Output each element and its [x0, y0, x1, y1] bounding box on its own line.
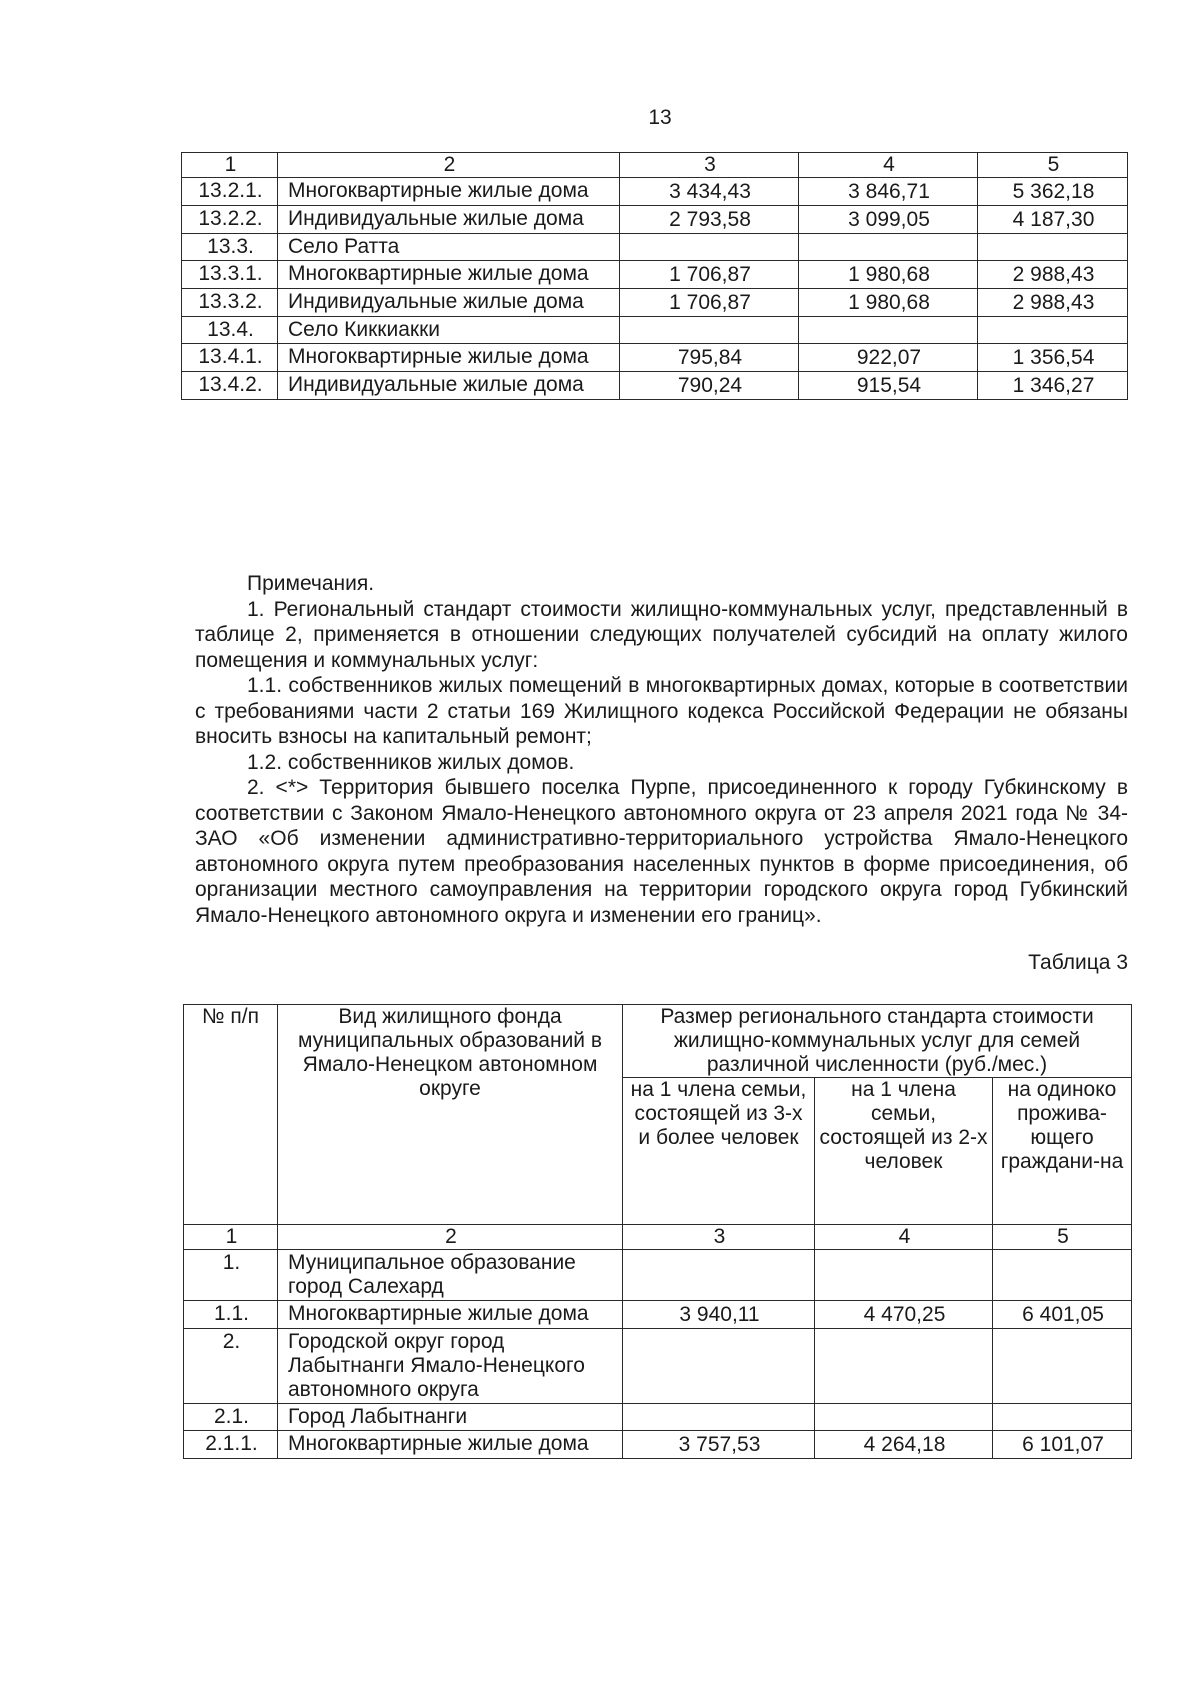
value-3plus: 3 757,53 [623, 1431, 815, 1459]
column-number: 5 [993, 1225, 1132, 1250]
value-2person: 3 846,71 [799, 178, 978, 206]
value-2person [815, 1250, 993, 1301]
value-2person [815, 1404, 993, 1431]
municipality-name: Городской округ город Лабытнанги Ямало-Ненецкого автономного округа [278, 1329, 623, 1404]
value-2person: 1 980,68 [799, 261, 978, 289]
value-single: 6 401,05 [993, 1301, 1132, 1329]
value-2person: 3 099,05 [799, 206, 978, 234]
value-3plus: 3 434,43 [620, 178, 799, 206]
value-3plus: 1 706,87 [620, 261, 799, 289]
row-number: 13.2.2. [182, 206, 278, 234]
value-2person [799, 234, 978, 261]
row-number: 1. [184, 1250, 278, 1301]
housing-type: Многоквартирные жилые дома [278, 1301, 623, 1329]
table-row [184, 1301, 1132, 1329]
note-1: 1. Региональный стандарт стоимости жилищно-коммунальных услуг, представленный в таблице 2, применяется в отношении следующих получателей субсидий на оплату жилого помещения и коммунальных услуг: [195, 597, 1128, 672]
row-number: 2.1. [184, 1404, 278, 1431]
header-2person: на 1 члена семьи, состоящей из 2-х человек [815, 1078, 993, 1225]
settlement-name: Село Ратта [278, 234, 620, 261]
header-single: на одиноко прожива-ющего граждани-на [993, 1078, 1132, 1225]
value-3plus: 3 940,11 [623, 1301, 815, 1329]
table-row [184, 1431, 1132, 1459]
housing-type: Индивидуальные жилые дома [278, 289, 620, 317]
value-single [993, 1404, 1132, 1431]
row-number: 1.1. [184, 1301, 278, 1329]
value-3plus [620, 234, 799, 261]
value-single: 6 101,07 [993, 1431, 1132, 1459]
row-number: 13.4.2. [182, 372, 278, 400]
row-number: 13.3.1. [182, 261, 278, 289]
housing-type: Многоквартирные жилые дома [278, 178, 620, 206]
row-number: 13.2.1. [182, 178, 278, 206]
row-number: 2.1.1. [184, 1431, 278, 1459]
value-2person [815, 1329, 993, 1404]
header-housing-type: Вид жилищного фонда муниципальных образований в Ямало-Ненецком автономном округе [278, 1005, 623, 1225]
table-row [182, 234, 1128, 261]
value-2person: 915,54 [799, 372, 978, 400]
column-number: 5 [978, 153, 1128, 178]
column-number: 1 [184, 1225, 278, 1250]
value-3plus: 790,24 [620, 372, 799, 400]
row-number: 13.3. [182, 234, 278, 261]
row-number: 13.4.1. [182, 344, 278, 372]
table-3-label: Таблица 3 [1028, 951, 1128, 974]
value-single: 2 988,43 [978, 289, 1128, 317]
table-row [182, 261, 1128, 289]
column-number: 4 [815, 1225, 993, 1250]
column-number: 2 [278, 153, 620, 178]
housing-type: Многоквартирные жилые дома [278, 344, 620, 372]
value-single [993, 1329, 1132, 1404]
value-2person: 922,07 [799, 344, 978, 372]
value-single: 1 356,54 [978, 344, 1128, 372]
page-number: 13 [648, 106, 672, 129]
notes-title: Примечания. [247, 572, 375, 595]
value-2person [799, 317, 978, 344]
column-number-row [184, 1225, 1132, 1250]
table-row [182, 178, 1128, 206]
table-2-continuation [181, 152, 1128, 400]
value-3plus: 1 706,87 [620, 289, 799, 317]
value-3plus: 795,84 [620, 344, 799, 372]
value-single [993, 1250, 1132, 1301]
notes-section [195, 571, 1128, 928]
value-3plus [623, 1329, 815, 1404]
table-row [182, 206, 1128, 234]
table-row [184, 1329, 1132, 1404]
header-standard-size: Размер регионального стандарта стоимости жилищно-коммунальных услуг для семей различной численности (руб./мес.) [623, 1005, 1132, 1078]
value-single [978, 317, 1128, 344]
housing-type: Многоквартирные жилые дома [278, 1431, 623, 1459]
value-single [978, 234, 1128, 261]
housing-type: Индивидуальные жилые дома [278, 372, 620, 400]
header-3plus: на 1 члена семьи, состоящей из 3-х и более человек [623, 1078, 815, 1225]
value-2person: 1 980,68 [799, 289, 978, 317]
value-single: 1 346,27 [978, 372, 1128, 400]
value-3plus: 2 793,58 [620, 206, 799, 234]
value-3plus [623, 1250, 815, 1301]
housing-type: Индивидуальные жилые дома [278, 206, 620, 234]
housing-type: Многоквартирные жилые дома [278, 261, 620, 289]
table-row [182, 344, 1128, 372]
table-3 [183, 1004, 1132, 1459]
municipality-name: Муниципальное образование город Салехард [278, 1250, 623, 1301]
table-row [182, 317, 1128, 344]
column-number: 2 [278, 1225, 623, 1250]
value-2person: 4 470,25 [815, 1301, 993, 1329]
header-number: № п/п [184, 1005, 278, 1225]
note-1-2: 1.2. собственников жилых домов. [247, 750, 575, 774]
table-row [184, 1404, 1132, 1431]
note-1-1: 1.1. собственников жилых помещений в многоквартирных домах, которые в соответствии с требованиями части 2 статьи 169 Жилищного кодекса Российской Федерации не обязаны вносить взносы на капитальный ремонт; [195, 674, 1128, 748]
column-number: 3 [620, 153, 799, 178]
value-single: 5 362,18 [978, 178, 1128, 206]
column-number: 1 [182, 153, 278, 178]
settlement-name: Город Лабытнанги [278, 1404, 623, 1431]
table-row [182, 372, 1128, 400]
value-3plus [620, 317, 799, 344]
value-2person: 4 264,18 [815, 1431, 993, 1459]
value-single: 2 988,43 [978, 261, 1128, 289]
row-number: 13.3.2. [182, 289, 278, 317]
table-row [184, 1250, 1132, 1301]
column-number-row [182, 153, 1128, 178]
settlement-name: Село Киккиакки [278, 317, 620, 344]
column-number: 3 [623, 1225, 815, 1250]
table-row [182, 289, 1128, 317]
value-single: 4 187,30 [978, 206, 1128, 234]
column-number: 4 [799, 153, 978, 178]
note-2: 2. <*> Территория бывшего поселка Пурпе, присоединенного к городу Губкинскому в соответствии с Законом Ямало-Ненецкого автономного округа от 23 апреля 2021 года № 34-ЗАО «Об изменении административно-территориального устройства Ямало-Ненецкого автономного округа путем преобразования населенных пунктов в форме присоединения, об организации местного самоуправления на территории городского округа город Губкинский Ямало-Ненецкого автономного округа и изменении его границ». [195, 776, 1128, 927]
header-row [184, 1005, 1132, 1078]
row-number: 13.4. [182, 317, 278, 344]
value-3plus [623, 1404, 815, 1431]
row-number: 2. [184, 1329, 278, 1404]
